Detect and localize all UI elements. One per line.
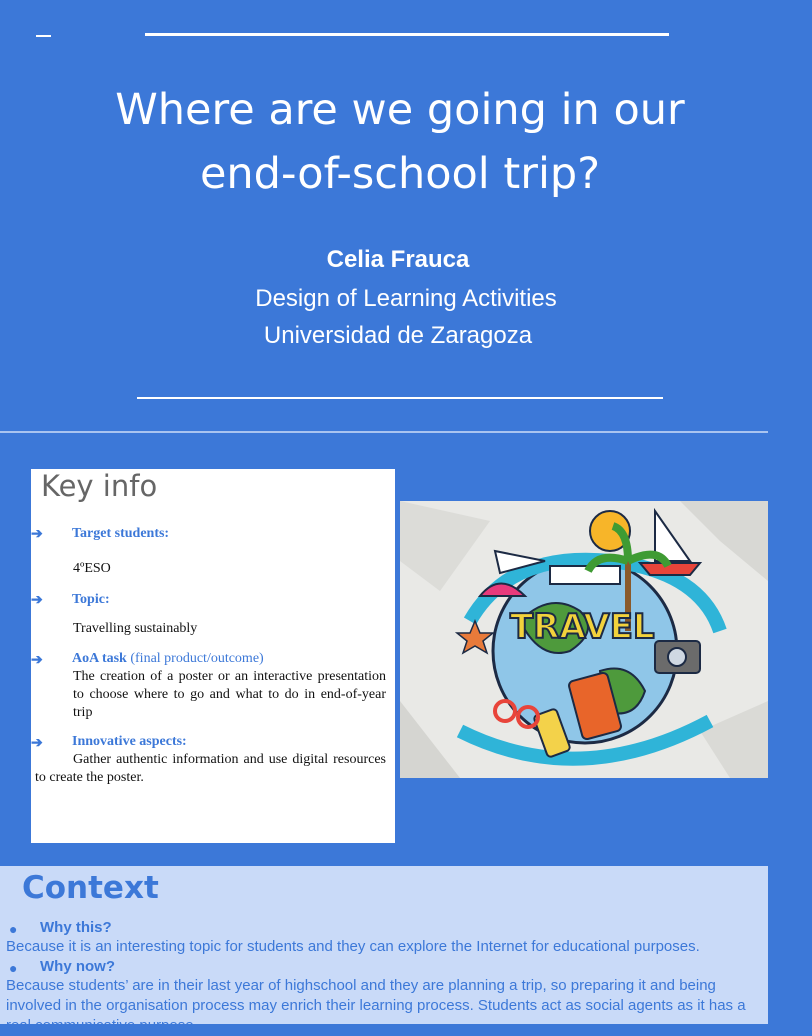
key-info-title: Key info — [41, 469, 158, 503]
innovative-aspects-value: Gather authentic information and use digital resources to create the poster. — [35, 752, 386, 785]
bullet-icon: ● — [9, 960, 18, 976]
title-slide — [0, 0, 768, 430]
bottom-rule — [137, 397, 663, 399]
target-students-value: 4ºESO — [73, 561, 111, 576]
author-name: Celia Frauca — [326, 246, 470, 273]
slide-divider — [0, 431, 768, 433]
why-this-text: Because it is an interesting topic for students and they can explore the Internet for educational purposes. — [6, 938, 700, 955]
arrow-icon: ➔ — [31, 651, 43, 667]
title-line-1: Where are we going in our — [115, 85, 685, 135]
topic-value: Travelling sustainably — [73, 621, 198, 636]
aoa-task-value: The creation of a poster or an interactive presentation to choose where to go and what to do in end-of-year trip — [73, 669, 386, 720]
topic-label: Topic: — [72, 592, 110, 607]
travel-illustration-svg — [400, 501, 768, 778]
course-name: Design of Learning Activities — [255, 285, 557, 312]
aoa-task-label-text: AoA task — [72, 651, 127, 666]
aoa-task-label-paren: (final product/outcome) — [130, 651, 264, 666]
context-title: Context — [22, 870, 159, 906]
slide-title — [40, 78, 760, 206]
aoa-task-label — [72, 651, 264, 667]
bullet-icon: ● — [9, 921, 18, 937]
slide-dash — [36, 35, 51, 37]
innovative-aspects-label: Innovative aspects: — [72, 734, 187, 749]
arrow-icon: ➔ — [31, 734, 43, 750]
key-info-box — [31, 469, 395, 843]
arrow-icon: ➔ — [31, 525, 43, 541]
arrow-icon: ➔ — [31, 591, 43, 607]
why-this-label: Why this? — [40, 919, 112, 936]
travel-illustration — [400, 501, 768, 778]
top-rule — [145, 33, 669, 36]
title-line-2: end-of-school trip? — [199, 149, 601, 199]
why-now-text: Because students’ are in their last year of highschool and they are planning a trip, so preparing it and being involved in the organisation process may enrich their learning process. Students act as social agents as it has a real communicative purpose. — [6, 977, 746, 1034]
context-section — [0, 866, 768, 1034]
university-name: Universidad de Zaragoza — [263, 322, 533, 349]
travel-lettering: TRAVEL — [510, 607, 655, 647]
target-students-label: Target students: — [72, 526, 170, 541]
why-now-label: Why now? — [40, 958, 115, 975]
